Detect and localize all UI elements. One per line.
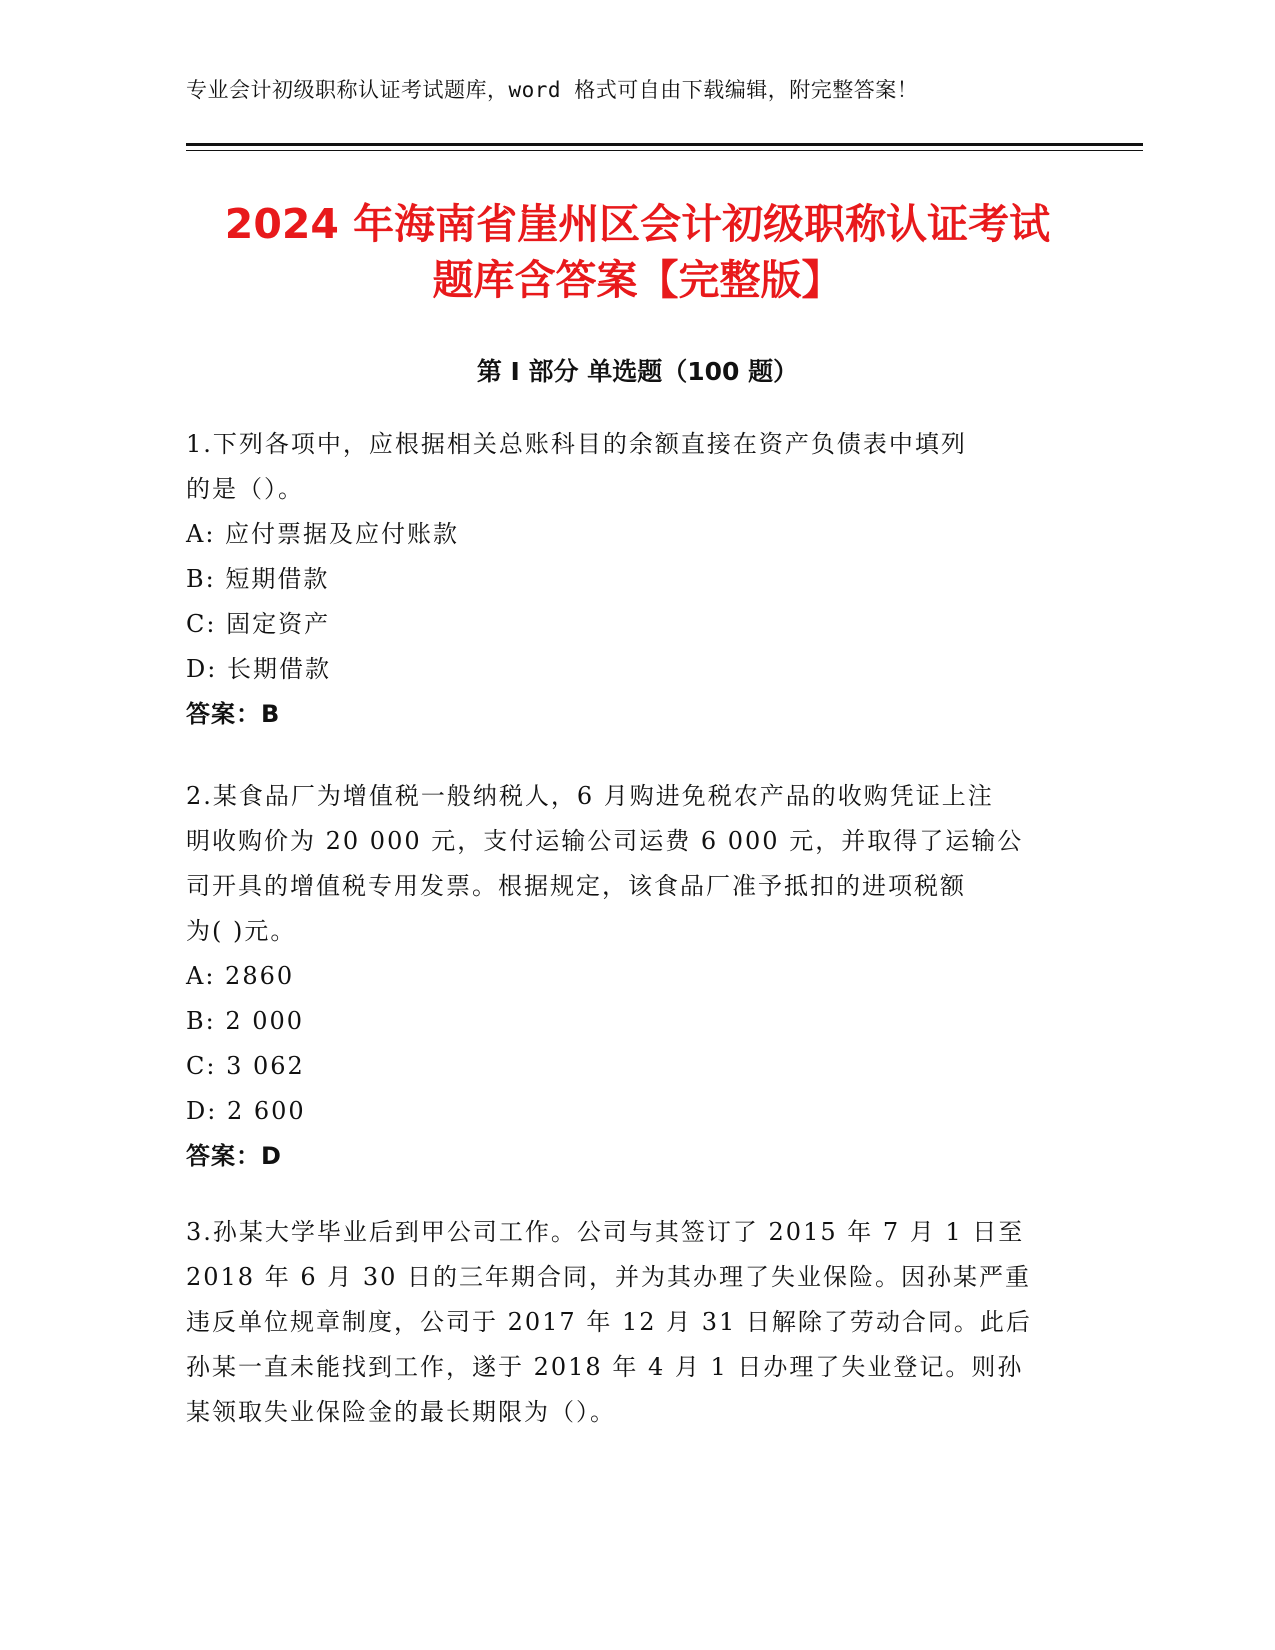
title-line-2: 题库含答案【完整版】: [432, 256, 843, 304]
answer-text: 答案：B: [186, 700, 281, 728]
document-title: [150, 196, 1125, 308]
question-text-line: 司开具的增值税专用发票。根据规定，该食品厂准予抵扣的进项税额: [186, 872, 966, 900]
question-text-line: 1.下列各项中，应根据相关总账科目的余额直接在资产负债表中填列: [186, 430, 967, 458]
question-text-line: 2.某食品厂为增值税一般纳税人，6 月购进免税农产品的收购凭证上注: [186, 782, 994, 810]
title-line-1: 2024 年海南省崖州区会计初级职称认证考试: [224, 200, 1051, 248]
question-2: [186, 774, 1086, 1179]
option-b: B: 2 000: [186, 1007, 305, 1035]
question-text-line: 违反单位规章制度，公司于 2017 年 12 月 31 日解除了劳动合同。此后: [186, 1308, 1032, 1336]
section-heading: 第 I 部分 单选题（100 题）: [476, 357, 799, 386]
question-1: [186, 422, 1086, 737]
answer-text: 答案：D: [186, 1142, 282, 1170]
header-note: 专业会计初级职称认证考试题库，word 格式可自由下载编辑，附完整答案！: [186, 78, 919, 102]
question-text-line: 3.孙某大学毕业后到甲公司工作。公司与其签订了 2015 年 7 月 1 日至: [186, 1218, 1025, 1246]
question-3: [186, 1210, 1086, 1435]
option-c: C: 固定资产: [186, 610, 331, 638]
question-text-line: 某领取失业保险金的最长期限为（）。: [186, 1398, 616, 1426]
option-d: D: 长期借款: [186, 655, 331, 683]
option-a: A: 应付票据及应付账款: [186, 520, 460, 548]
option-b: B: 短期借款: [186, 565, 330, 593]
header-rule-thick: [186, 143, 1143, 146]
question-text-line: 明收购价为 20 000 元，支付运输公司运费 6 000 元，并取得了运输公: [186, 827, 1024, 855]
question-text-line: 2018 年 6 月 30 日的三年期合同，并为其办理了失业保险。因孙某严重: [186, 1263, 1032, 1291]
header-rule-thin: [186, 150, 1143, 151]
option-c: C: 3 062: [186, 1052, 305, 1080]
question-text-line: 孙某一直未能找到工作，遂于 2018 年 4 月 1 日办理了失业登记。则孙: [186, 1353, 1024, 1381]
option-d: D: 2 600: [186, 1097, 306, 1125]
option-a: A: 2860: [186, 962, 295, 990]
question-text-line: 为( )元。: [186, 917, 297, 945]
question-text-line: 的是（）。: [186, 475, 304, 503]
